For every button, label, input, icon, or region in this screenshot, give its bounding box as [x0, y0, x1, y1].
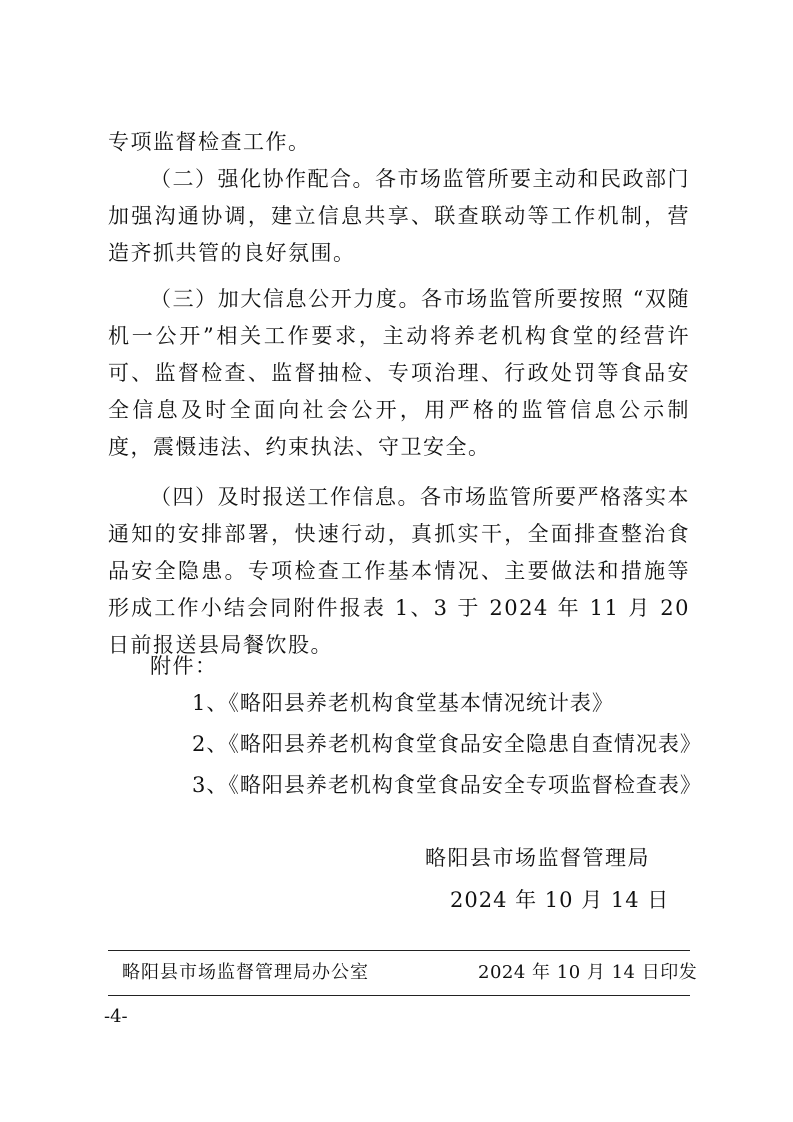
section-4-paragraph	[108, 479, 690, 664]
footer-top-rule	[108, 950, 690, 951]
signature-date: 2024 年 10 月 14 日	[450, 888, 670, 912]
footer-issue-date: 2024 年 10 月 14 日印发	[478, 962, 698, 983]
section-2-paragraph	[108, 161, 690, 272]
attachment-item-2: 2、《略阳县养老机构食堂食品安全隐患自查情况表》	[192, 732, 702, 756]
continued-text: 专项监督检查工作。	[108, 130, 311, 154]
footer-issuing-office: 略阳县市场监督管理局办公室	[122, 962, 369, 983]
section-3-heading: （三）加大信息公开力度。	[150, 287, 422, 311]
attachment-item-3: 3、《略阳县养老机构食堂食品安全专项监督检查表》	[192, 773, 702, 797]
section-4-body: 各市场监管所要严格落实本通知的安排部署，快速行动，真抓实干，全面排查整治食品安全隐患。专项检查工作基本情况、主要做法和措施等形成工作小结会同附件报表 1、3 于 2024 年 11 月 20 日前报送县局餐饮股。	[108, 485, 690, 657]
page-number: -4-	[104, 1006, 128, 1027]
section-4-heading: （四）及时报送工作信息。	[150, 485, 420, 509]
attachments-label: 附件：	[150, 654, 218, 678]
section-2-heading: （二）强化协作配合。	[150, 167, 375, 191]
section-3-paragraph	[108, 281, 690, 466]
footer-bottom-rule	[108, 995, 690, 996]
signature-organization: 略阳县市场监督管理局	[425, 846, 650, 870]
attachment-item-1: 1、《略阳县养老机构食堂基本情况统计表》	[192, 691, 614, 715]
section-2-body: 各市场监管所要主动和民政部门加强沟通协调，建立信息共享、联查联动等工作机制，营造齐抓共管的良好氛围。	[108, 167, 690, 265]
continued-paragraph	[108, 124, 690, 161]
section-3-body: 各市场监管所要按照 “双随机一公开”相关工作要求，主动将养老机构食堂的经营许可、监督检查、监督抽检、专项治理、行政处罚等食品安全信息及时全面向社会公开，用严格的监管信息公示制度，震慑违法、约束执法、守卫安全。	[108, 287, 690, 459]
